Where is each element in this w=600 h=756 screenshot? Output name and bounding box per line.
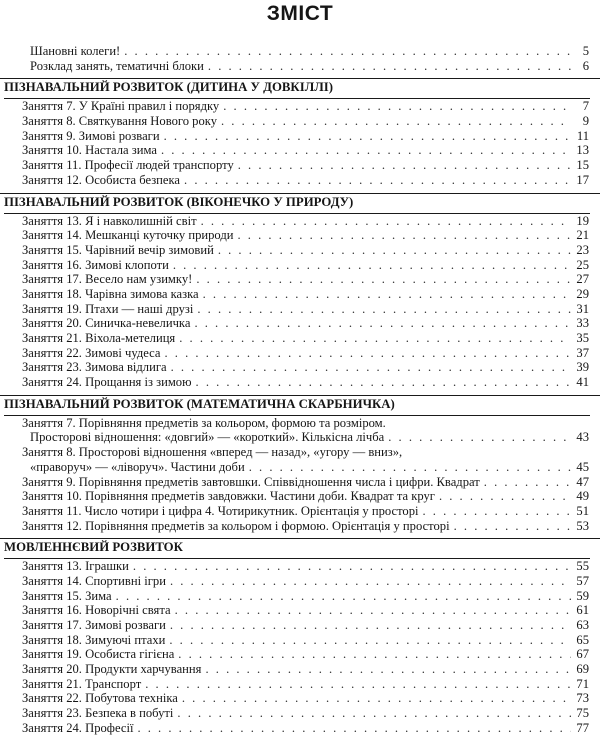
toc-entry-page-number: 73 <box>576 691 589 706</box>
toc-entry-title: Заняття 8. Просторові відношення «вперед — назад», «угору — вниз», <box>22 445 403 460</box>
toc-entry[interactable] <box>0 143 600 158</box>
toc-entry[interactable] <box>0 589 600 604</box>
toc-entry-page-number: 55 <box>576 559 589 574</box>
toc-entry-title: Заняття 20. Продукти харчування <box>22 662 202 677</box>
dot-leader <box>164 129 571 144</box>
dot-leader <box>203 287 571 302</box>
toc-entry-page-number: 75 <box>576 706 589 721</box>
toc-entry-page-number: 77 <box>576 720 589 735</box>
toc-entry[interactable] <box>0 129 600 144</box>
dot-leader <box>205 662 571 677</box>
dot-leader <box>175 603 571 618</box>
toc-entry-title: Заняття 7. У Країні правил і порядку <box>22 99 220 114</box>
section-heading: ПІЗНАВАЛЬНИЙ РОЗВИТОК (ВІКОНЕЧКО У ПРИРОДУ) <box>0 193 600 211</box>
section-heading: МОВЛЕННЄВИЙ РОЗВИТОК <box>0 538 600 556</box>
toc-entry-page-number: 69 <box>576 662 589 677</box>
toc-entry[interactable] <box>0 504 600 519</box>
toc-entry-page-number: 6 <box>582 58 589 73</box>
toc-entry-title: Заняття 24. Прощання із зимою <box>22 375 192 390</box>
toc-entry-page-number: 47 <box>576 474 589 489</box>
dot-leader <box>223 99 571 114</box>
dot-leader <box>184 173 571 188</box>
dot-leader <box>145 677 571 692</box>
dot-leader <box>137 721 571 736</box>
dot-leader <box>194 316 571 331</box>
dot-leader <box>484 475 571 490</box>
toc-entry-page-number: 31 <box>576 301 589 316</box>
toc-entry-page-number: 71 <box>576 676 589 691</box>
dot-leader <box>238 228 572 243</box>
toc-entry[interactable] <box>0 721 600 736</box>
toc-entry[interactable] <box>0 677 600 692</box>
dot-leader <box>196 375 571 390</box>
dot-leader <box>124 44 571 59</box>
toc-entry-title: Заняття 21. Віхола-метелиця <box>22 331 176 345</box>
toc-entry-title: Заняття 14. Спортивні ігри <box>22 573 166 588</box>
toc-list <box>0 44 600 736</box>
toc-entry[interactable] <box>0 662 600 677</box>
toc-entry[interactable] <box>0 430 600 445</box>
toc-entry-page-number: 61 <box>576 603 589 618</box>
dot-leader <box>169 633 571 648</box>
toc-entry-page-number: 17 <box>576 172 589 187</box>
dot-leader <box>177 706 571 721</box>
section-heading: ПІЗНАВАЛЬНИЙ РОЗВИТОК (МАТЕМАТИЧНА СКАРБНИЧКА) <box>0 395 600 413</box>
dot-leader <box>197 302 571 317</box>
toc-entry-page-number: 27 <box>576 272 589 287</box>
toc-entry-title: Заняття 17. Весело нам узимку! <box>22 272 193 287</box>
toc-entry-title: Заняття 12. Порівняння предметів за кольором і формою. Орієнтація у просторі <box>22 518 450 533</box>
toc-entry-title: Заняття 7. Порівняння предметів за кольором, формою та розміром. <box>22 415 386 430</box>
toc-entry-title: Заняття 11. Число чотири і цифра 4. Чотирикутник. Орієнтація у просторі <box>22 503 419 518</box>
toc-entry-title: Заняття 15. Зима <box>22 588 112 603</box>
toc-entry[interactable] <box>0 647 600 662</box>
toc-entry[interactable] <box>0 603 600 618</box>
toc-entry-title: Заняття 22. Зимові чудеса <box>22 345 161 360</box>
dot-leader <box>173 258 571 273</box>
dot-leader <box>201 214 571 229</box>
toc-entry[interactable] <box>0 559 600 574</box>
toc-entry-title: Заняття 11. Професії людей транспорту <box>22 158 234 173</box>
toc-entry[interactable] <box>0 489 600 504</box>
dot-leader <box>178 647 571 662</box>
toc-entry-page-number: 65 <box>576 632 589 647</box>
toc-entry-page-number: 51 <box>576 503 589 518</box>
toc-entry-page-number: 9 <box>582 114 589 129</box>
toc-entry[interactable] <box>0 173 600 188</box>
toc-entry[interactable] <box>0 633 600 648</box>
toc-entry-title: Заняття 10. Порівняння предметів завдовжки. Частини доби. Квадрат та круг <box>22 489 435 504</box>
toc-entry-title: Заняття 18. Зимуючі птахи <box>22 632 166 647</box>
toc-entry[interactable] <box>0 416 600 431</box>
toc-entry-page-number: 11 <box>576 128 589 143</box>
toc-entry-title: Заняття 15. Чарівний вечір зимовий <box>22 242 214 257</box>
page-title: ЗМІСТ <box>266 2 334 25</box>
toc-entry[interactable] <box>0 99 600 114</box>
toc-entry[interactable] <box>0 519 600 534</box>
toc-entry-page-number: 45 <box>576 459 589 474</box>
toc-entry[interactable] <box>0 618 600 633</box>
toc-entry-title: Заняття 24. Професії <box>22 720 134 735</box>
toc-entry[interactable] <box>0 706 600 721</box>
toc-entry-title: Заняття 10. Настала зима <box>22 143 157 158</box>
toc-entry-page-number: 53 <box>576 518 589 533</box>
toc-entry-title: Заняття 18. Чарівна зимова казка <box>22 286 199 301</box>
toc-entry[interactable] <box>0 59 600 74</box>
dot-leader <box>182 691 571 706</box>
toc-entry[interactable] <box>0 287 600 302</box>
dot-leader <box>218 243 571 258</box>
toc-entry-page-number: 37 <box>576 345 589 360</box>
toc-entry-page-number: 33 <box>576 316 589 331</box>
dot-leader <box>196 272 571 287</box>
dot-leader <box>238 158 571 173</box>
toc-entry-title: Заняття 13. Я і навколишній світ <box>22 213 197 228</box>
toc-entry-title: Заняття 17. Зимові розваги <box>22 618 166 632</box>
toc-entry[interactable] <box>0 360 600 375</box>
toc-entry-title: Заняття 23. Зимова відлига <box>22 360 167 375</box>
toc-entry-title: Заняття 21. Транспорт <box>22 676 142 691</box>
dot-leader <box>116 589 571 604</box>
toc-entry-title: Заняття 14. Мешканці куточку природи <box>22 228 234 243</box>
toc-entry[interactable] <box>0 445 600 460</box>
toc-entry[interactable] <box>0 214 600 229</box>
toc-entry-page-number: 57 <box>576 573 589 588</box>
dot-leader <box>439 489 571 504</box>
toc-entry-title: Заняття 22. Побутова техніка <box>22 691 178 706</box>
toc-entry[interactable] <box>0 272 600 287</box>
dot-leader <box>133 559 571 574</box>
toc-entry[interactable] <box>0 243 600 258</box>
dot-leader <box>170 574 571 589</box>
toc-entry[interactable] <box>0 302 600 317</box>
toc-entry-title: Заняття 16. Новорічні свята <box>22 603 171 618</box>
toc-entry[interactable] <box>0 691 600 706</box>
dot-leader <box>423 504 572 519</box>
toc-entry-page-number: 39 <box>576 360 589 375</box>
toc-entry-page-number: 15 <box>576 158 589 173</box>
toc-entry[interactable] <box>0 258 600 273</box>
toc-entry-page-number: 49 <box>576 489 589 504</box>
toc-entry-title: Заняття 19. Особиста гігієна <box>22 647 175 662</box>
toc-entry[interactable] <box>0 475 600 490</box>
dot-leader <box>179 331 571 346</box>
toc-entry-title: «праворуч» — «ліворуч». Частини доби <box>30 459 245 474</box>
dot-leader <box>221 114 571 129</box>
toc-entry[interactable] <box>0 460 600 475</box>
toc-entry-title: Заняття 23. Безпека в побуті <box>22 706 174 721</box>
toc-entry-page-number: 67 <box>576 647 589 662</box>
toc-entry-title: Шановні колеги! <box>30 44 121 58</box>
toc-entry[interactable] <box>0 228 600 243</box>
dot-leader <box>208 59 571 74</box>
toc-entry-title: Розклад занять, тематичні блоки <box>30 58 204 73</box>
toc-entry[interactable] <box>0 114 600 129</box>
toc-entry-title: Заняття 16. Зимові клопоти <box>22 257 169 272</box>
toc-entry-page-number: 35 <box>576 331 589 345</box>
toc-entry-page-number: 59 <box>576 588 589 603</box>
toc-entry-title: Заняття 19. Птахи — наші друзі <box>22 301 194 316</box>
toc-entry-page-number: 25 <box>576 257 589 272</box>
toc-entry-page-number: 7 <box>582 99 589 114</box>
dot-leader <box>388 430 571 445</box>
toc-entry[interactable] <box>0 331 600 346</box>
toc-entry-page-number: 63 <box>576 618 589 632</box>
toc-entry-title: Заняття 8. Святкування Нового року <box>22 114 217 129</box>
toc-entry-page-number: 13 <box>576 143 589 158</box>
toc-entry[interactable] <box>0 316 600 331</box>
toc-entry[interactable] <box>0 574 600 589</box>
dot-leader <box>171 360 571 375</box>
toc-entry-title: Заняття 13. Іграшки <box>22 559 129 574</box>
toc-entry-page-number: 43 <box>576 430 589 445</box>
toc-entry-page-number: 21 <box>576 228 589 243</box>
toc-entry-page-number: 23 <box>576 242 589 257</box>
toc-entry-title: Заняття 20. Синичка-невеличка <box>22 316 191 331</box>
dot-leader <box>161 143 571 158</box>
toc-entry-title: Заняття 9. Порівняння предметів завтовшки. Співвідношення числа і цифри. Квадрат <box>22 474 480 489</box>
dot-leader <box>454 519 571 534</box>
toc-entry-title: Просторові відношення: «довгий» — «короткий». Кількісна лічба <box>30 430 385 445</box>
toc-entry-page-number: 29 <box>576 286 589 301</box>
toc-entry[interactable] <box>0 158 600 173</box>
toc-entry-page-number: 5 <box>582 44 589 58</box>
toc-entry-title: Заняття 9. Зимові розваги <box>22 128 160 143</box>
toc-entry[interactable] <box>0 44 600 59</box>
toc-entry-page-number: 19 <box>576 213 589 228</box>
toc-entry[interactable] <box>0 375 600 390</box>
section-heading: ПІЗНАВАЛЬНИЙ РОЗВИТОК (ДИТИНА У ДОВКІЛЛІ) <box>0 78 600 96</box>
dot-leader <box>165 346 572 361</box>
toc-entry-title: Заняття 12. Особиста безпека <box>22 172 181 187</box>
toc-entry-page-number: 41 <box>576 375 589 390</box>
dot-leader <box>170 618 571 633</box>
toc-entry[interactable] <box>0 346 600 361</box>
dot-leader <box>249 460 571 475</box>
